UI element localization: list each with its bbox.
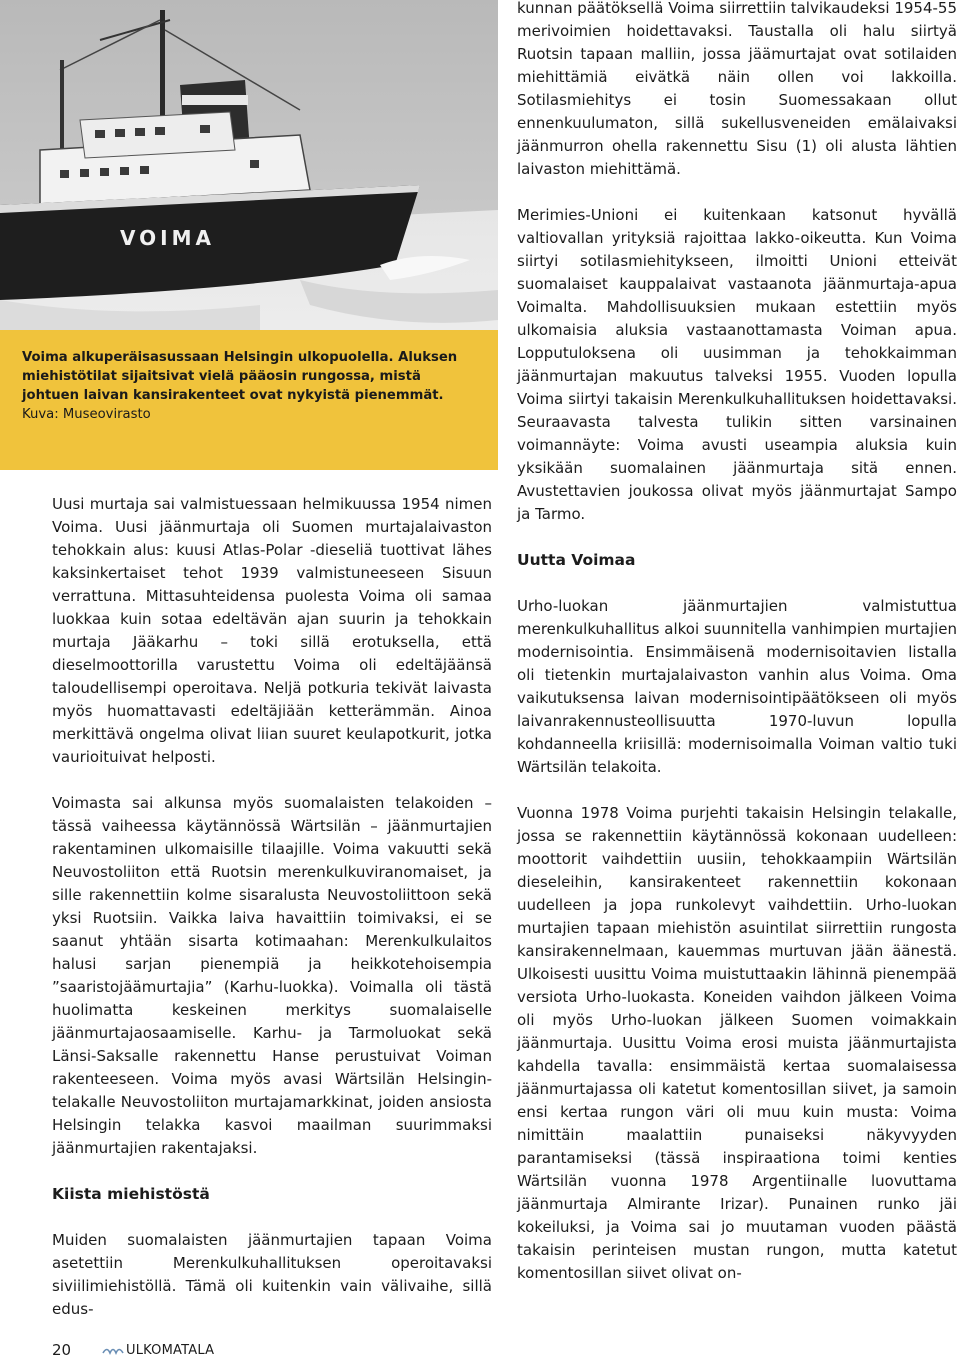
section-heading-kiista: Kiista miehistöstä	[52, 1185, 210, 1203]
right-paragraph-4: Vuonna 1978 Voima purjehti takaisin Helsingin telakalle, jossa se rakennettiin käytännössä kokonaan uudelleen: moottorit vaihdettiin uusiin, tehokkaampiin Wärtsilän dieseleihin, kansirakenteet rakennettiin kokonaan uudelleen ja jopa runkolevyt vaihdettiin. Urho-luokan murtajien tapaan miehistön asuintilat siirrettiin rungosta kansirakennelmaan, kauemmas murtuvan jään äänestä. Ulkoisesti uusittu Voima muistuttaakin lähinnä pienempää versiota Urho-luokasta. Koneiden vaihdon jälkeen Voima oli myös Urho-luokan jälkeen Suomen voimakkain jäänmurtaja. Uusittu Voima erosi muista jäänmurtajista kahdella tavalla: ensimmäistä kertaa suomalaisessa jäänmurtajassa oli katetut komentosillan siivet, ja samoin ensi kertaa rungon väri oli muu kuin musta: Voima nimittäin maalattiin punaiseksi näkyvyyden parantamiseksi (tässä inspiraationa toimi kenties Wärtsilän vuonna 1978 Argentiinalle luovuttama jäänmurtaja Almirante Irizar). Punainen runko jäi kokeiluksi, ja Voima sai jo muutaman vuoden päästä takaisin perinteisen mustan rungon, mutta katetut komentosillan siivet olivat on-	[517, 804, 957, 1282]
left-paragraph-2: Voimasta sai alkunsa myös suomalaisten telakoiden – tässä vaiheessa käytännössä Wärtsilän – jäänmurtajien rakentaminen ulkomaisille tilaajille. Voima vakuutti sekä Neuvostoliiton että Ruotsin merenkulkuviranomaiset, ja sille rakennettiin kolme sisaralusta Neuvostoliittoon sekä yksi Ruotsiin. Vaikka laiva havaittiin toimivaksi, ei se saanut yhtään sisarta kotimaahan: Merenkulkulaitos halusi sarjan pienempiä ja heikkotehoisempia ”saaristojäämurtajia” (Karhu-luokka). Voimalla oli tästä huolimatta keskeinen merkitys suomalaiselle jäänmurtajaosaamiselle. Karhu- ja Tarmoluokat sekä Länsi-Saksalle rakennettu Hanse perustuivat Voiman rakenteeseen. Voima myös avasi Wärtsilän Helsingin-telakalle Neuvostoliiton murtajamarkkinat, joiden ansiosta Helsingin telakka kasvoi maailman suurimmaksi jäänmurtajien rakentajaksi.	[52, 794, 492, 1157]
right-paragraph-3: Urho-luokan jäänmurtajien valmistuttua merenkulkuhallitus alkoi suunnitella vanhimpien murtajien modernisointia. Ensimmäisenä modernisoitavien listalla oli tietenkin murtajalaivaston vanhin alus Voima. Oma vaikutuksensa laivan modernisointipäätökseen oli myös laivanrakennusteollisuutta 1970-luvun lopulla kohdanneella kriisillä: modernisoimalla Voiman valtio tuki Wärtsilän telakoita.	[517, 597, 957, 776]
brand-name: ULKOMATALA	[126, 1342, 215, 1358]
photo-caption	[0, 330, 498, 470]
right-paragraph-1: kunnan päätöksellä Voima siirrettiin talvikaudeksi 1954-55 merivoimien hoidettavaksi. Taustalla oli halu siirtyä Ruotsin tapaan malliin, jossa jäämurtajat ovat sotilaiden miehittämiä eivätkä näin ollen voi lakkoilla. Sotilasmiehitys ei tosin Suomessakaan ollut ennenkuulumaton, sillä sukellusveneiden emälaivaksi jäänmurron ohella rakennettu Sisu (1) oli alusta lähtien laivaston miehittämä.	[517, 0, 957, 178]
right-paragraph-2: Merimies-Unioni ei kuitenkaan katsonut hyvällä valtiovallan yrityksiä rajoittaa lakko-oikeutta. Kun Voima siirtyi sotilasmiehitykseen, ilmoitti Unioni etteivät suomalaiset kauppalaivat vastaanota jäänmurtaja-apua Voimalta. Mahdollisuuksien mukaan estettiin myös ulkomaisia aluksia vastaanottamasta Voiman apua. Lopputuloksena oli uusimman ja tehokkaimman jäänmurtajan makuutus talveksi 1955. Vuoden lopulla Voima siirtyi takaisin Merenkulkuhallituksen hoidettavaksi. Seuraavasta talvesta tulikin sitten varsinainen voimannäyte: Voima avusti useampia aluksia kuin yksikään suomalainen jäänmurtaja sitä ennen. Avustettavien joukossa olivat myös jäänmurtajat Sampo ja Tarmo.	[517, 206, 957, 523]
ship-name-text: VOIMA	[120, 226, 215, 250]
section-heading-uutta-voimaa: Uutta Voimaa	[517, 551, 636, 569]
brand-logo	[102, 1343, 214, 1358]
right-column	[517, 0, 957, 1308]
left-column	[52, 493, 492, 1344]
wave-icon	[102, 1344, 124, 1356]
caption-credit: Kuva: Museovirasto	[22, 407, 151, 422]
page-number: 20	[52, 1341, 72, 1359]
page-footer	[52, 1340, 214, 1360]
left-paragraph-3: Muiden suomalaisten jäänmurtajien tapaan Voima asetettiin Merenkulkuhallituksen operoitavaksi siviilimiehistöllä. Tämä oli kuitenkin vain välivaihe, sillä edus-	[52, 1231, 492, 1318]
caption-text: Voima alkuperäisasussaan Helsingin ulkopuolella. Aluksen miehistötilat sijaitsivat vielä pääosin rungossa, mistä johtuen laivan kansirakenteet ovat nykyistä pienemmät.	[22, 350, 458, 403]
left-paragraph-1: Uusi murtaja sai valmistuessaan helmikuussa 1954 nimen Voima. Uusi jäänmurtaja oli Suomen murtajalaivaston tehokkain alus: kuusi Atlas-Polar -dieseliä tuottivat lähes kaksinkertaiset tehot 1939 valmistuneeseen Sisuun verrattuna. Mittasuhteidensa puolesta Voima oli samaa luokkaa kuin sotaa edeltävän ajan suurin ja tehokkain murtaja Jääkarhu – toki sillä erotuksella, että dieselmoottorilla varustettu Voima oli edeltäjäänsä taloudellisempi operoitava. Neljä potkuria tekivät laivasta myös huomattavasti edeltäjiään ketterämmän. Ainoa merkittävä ongelma olivat liian suuret keulapotkurit, jotka vaurioituivat helposti.	[52, 495, 492, 766]
